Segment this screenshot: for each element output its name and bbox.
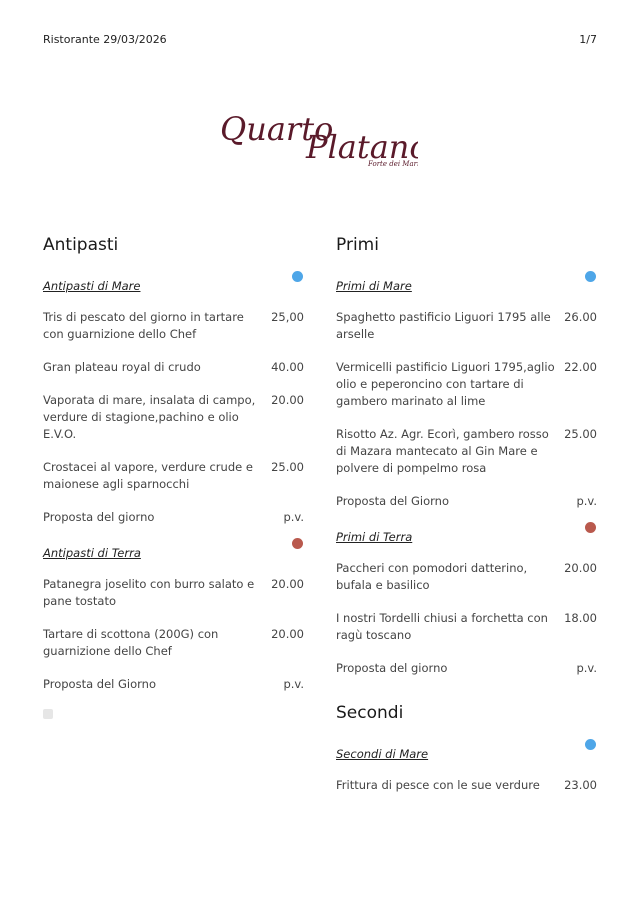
page-header: [43, 33, 597, 49]
category-dot-icon: [292, 271, 303, 282]
menu-column-left: [43, 233, 304, 719]
menu-item-name: Tartare di scottona (200G) con guarnizione dello Chef: [43, 627, 219, 658]
menu-item: [336, 660, 597, 677]
menu-item: [43, 626, 304, 660]
menu-item-price: 22.00: [564, 360, 597, 374]
menu-item-price: p.v.: [283, 677, 304, 691]
menu-item-price: 20.00: [564, 561, 597, 575]
menu-item-price: 25,00: [271, 310, 304, 324]
section-title-antipasti: Antipasti: [43, 235, 119, 255]
menu-item: [43, 509, 304, 526]
menu-item-name: Vaporata di mare, insalata di campo, verdure di stagione,pachino e olio E.V.O.: [43, 393, 256, 441]
category-dot-icon: [292, 538, 303, 549]
menu-item: [336, 309, 597, 343]
menu-item-name: I nostri Tordelli chiusi a forchetta con ragù toscano: [336, 611, 548, 642]
menu-item-name: Paccheri con pomodori datterino, bufala e basilico: [336, 561, 528, 592]
menu-item: [336, 493, 597, 510]
menu-item-name: Crostacei al vapore, verdure crude e maionese agli sparnocchi: [43, 460, 253, 491]
menu-item: [43, 459, 304, 493]
menu-item: [43, 676, 304, 693]
menu-item-name: Gran plateau royal di crudo: [43, 360, 201, 374]
category-dot-icon: [585, 739, 596, 750]
menu-item-price: 40.00: [271, 360, 304, 374]
menu-item-price: 20.00: [271, 627, 304, 641]
logo-line2: Platano: [306, 128, 418, 166]
menu-item-name: Proposta del giorno: [336, 661, 448, 675]
subheading-primi-di-mare: [336, 275, 597, 293]
subheading-secondi-di-mare: [336, 743, 597, 761]
subheading-antipasti-di-terra: [43, 542, 304, 560]
menu-item-name: Proposta del giorno: [43, 510, 155, 524]
checkbox-icon[interactable]: [43, 709, 53, 719]
category-dot-icon: [585, 522, 596, 533]
subheading-label: Antipasti di Mare: [43, 279, 141, 293]
menu-item-price: 18.00: [564, 611, 597, 625]
page-number: 1/7: [579, 33, 597, 46]
menu-item-price: p.v.: [576, 661, 597, 675]
subheading-label: Secondi di Mare: [336, 747, 429, 761]
group-list: [336, 275, 597, 677]
menu-item-price: 25.00: [271, 460, 304, 474]
group-list: [336, 743, 597, 794]
menu-item: [43, 392, 304, 443]
menu-item-name: Risotto Az. Agr. Ecorì, gambero rosso di Mazara mantecato al Gin Mare e polvere di pompelmo rosa: [336, 427, 549, 475]
restaurant-date: Ristorante 29/03/2026: [43, 33, 167, 46]
menu-item-price: 20.00: [271, 393, 304, 407]
subheading-label: Primi di Mare: [336, 279, 412, 293]
menu-item-name: Spaghetto pastificio Liguori 1795 alle arselle: [336, 310, 551, 341]
section-title-primi: Primi: [336, 235, 379, 255]
menu-item: [43, 309, 304, 343]
subheading-primi-di-terra: [336, 526, 597, 544]
menu-item-name: Proposta del Giorno: [43, 677, 157, 691]
category-dot-icon: [585, 271, 596, 282]
menu-item-price: p.v.: [576, 494, 597, 508]
menu-item: [43, 359, 304, 376]
menu-item: [336, 777, 597, 794]
menu-item-price: 26.00: [564, 310, 597, 324]
menu-item-name: Vermicelli pastificio Liguori 1795,aglio olio e peperoncino con tartare di gambero marinato al lime: [336, 360, 555, 408]
restaurant-logo: [218, 100, 418, 170]
menu-item: [43, 576, 304, 610]
menu-item-price: 25.00: [564, 427, 597, 441]
group-list: [43, 275, 304, 693]
logo-image: [218, 100, 418, 170]
menu-item-name: Proposta del Giorno: [336, 494, 450, 508]
logo-tagline: Forte dei Mar: [368, 160, 417, 168]
menu-item: [336, 359, 597, 410]
menu-item: [336, 426, 597, 477]
menu-item-price: 20.00: [271, 577, 304, 591]
menu-item: [336, 560, 597, 594]
menu-item-name: Patanegra joselito con burro salato e pane tostato: [43, 577, 255, 608]
subheading-label: Antipasti di Terra: [43, 546, 141, 560]
section-title-secondi: Secondi: [336, 703, 404, 723]
menu-item-name: Frittura di pesce con le sue verdure: [336, 778, 540, 792]
subheading-antipasti-di-mare: [43, 275, 304, 293]
menu-item: [336, 610, 597, 644]
subheading-label: Primi di Terra: [336, 530, 413, 544]
logo-line1: Quarto: [220, 110, 334, 148]
menu-column-right: [336, 233, 597, 810]
menu-item-price: p.v.: [283, 510, 304, 524]
menu-item-price: 23.00: [564, 778, 597, 792]
menu-item-name: Tris di pescato del giorno in tartare con guarnizione dello Chef: [43, 310, 244, 341]
